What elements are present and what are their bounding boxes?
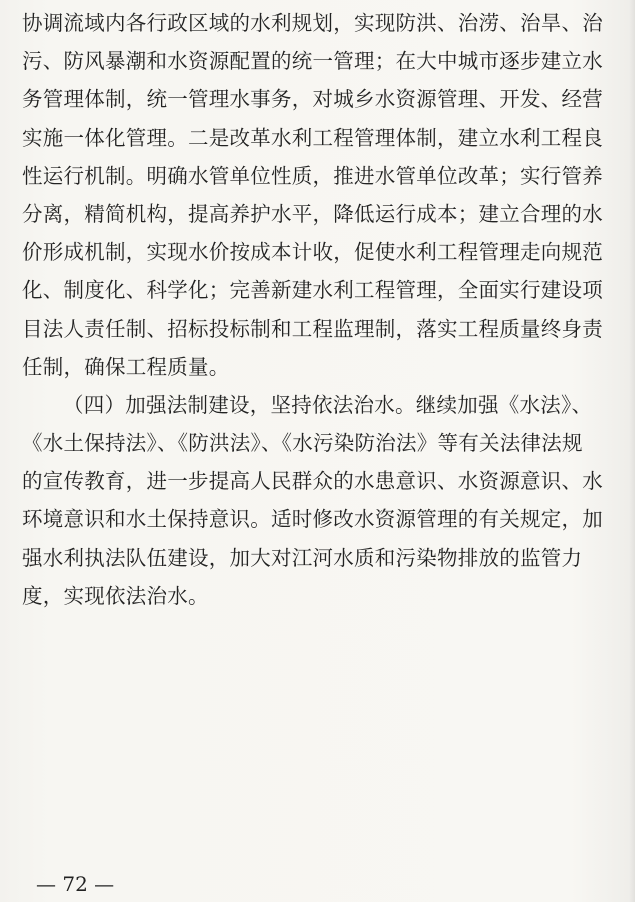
text-line: 环境意识和水土保持意识。适时修改水资源管理的有关规定，加	[22, 507, 603, 532]
text-line: 任制，确保工程质量。	[22, 354, 230, 379]
text-line: 的宣传教育，进一步提高人民群众的水患意识、水资源意识、水	[22, 469, 603, 494]
text-line: 《水土保持法》、《防洪法》、《水污染防治法》等有关法律法规	[22, 431, 583, 456]
text-line: 化、制度化、科学化；完善新建水利工程管理，全面实行建设项	[22, 278, 603, 303]
text-line: 度，实现依法治水。	[22, 583, 209, 608]
text-line: 强水利执法队伍建设，加大对江河水质和污染物排放的监管力	[22, 545, 583, 570]
text-line: 目法人责任制、招标投标制和工程监理制，落实工程质量终身责	[22, 316, 603, 341]
text-line: （四）加强法制建设，坚持依法治水。继续加强《水法》、	[63, 392, 593, 417]
body-text	[22, 4, 622, 615]
text-line: 价形成机制，实现水价按成本计收，促使水利工程管理走向规范	[22, 240, 603, 265]
text-line: 性运行机制。明确水管单位性质，推进水管单位改革；实行管养	[22, 163, 603, 188]
text-line: 污、防风暴潮和水资源配置的统一管理；在大中城市逐步建立水	[22, 49, 603, 74]
page-number: — 72 —	[36, 872, 115, 896]
page-edge-shadow	[629, 0, 635, 902]
paragraph-2	[22, 386, 622, 615]
text-line: 分离，精简机构，提高养护水平，降低运行成本；建立合理的水	[22, 201, 603, 226]
paragraph-1	[22, 4, 622, 386]
text-line: 实施一体化管理。二是改革水利工程管理体制，建立水利工程良	[22, 125, 603, 150]
text-line: 协调流域内各行政区域的水利规划，实现防洪、治涝、治旱、治	[22, 11, 603, 35]
text-line: 务管理体制，统一管理水事务，对城乡水资源管理、开发、经营	[22, 87, 603, 112]
